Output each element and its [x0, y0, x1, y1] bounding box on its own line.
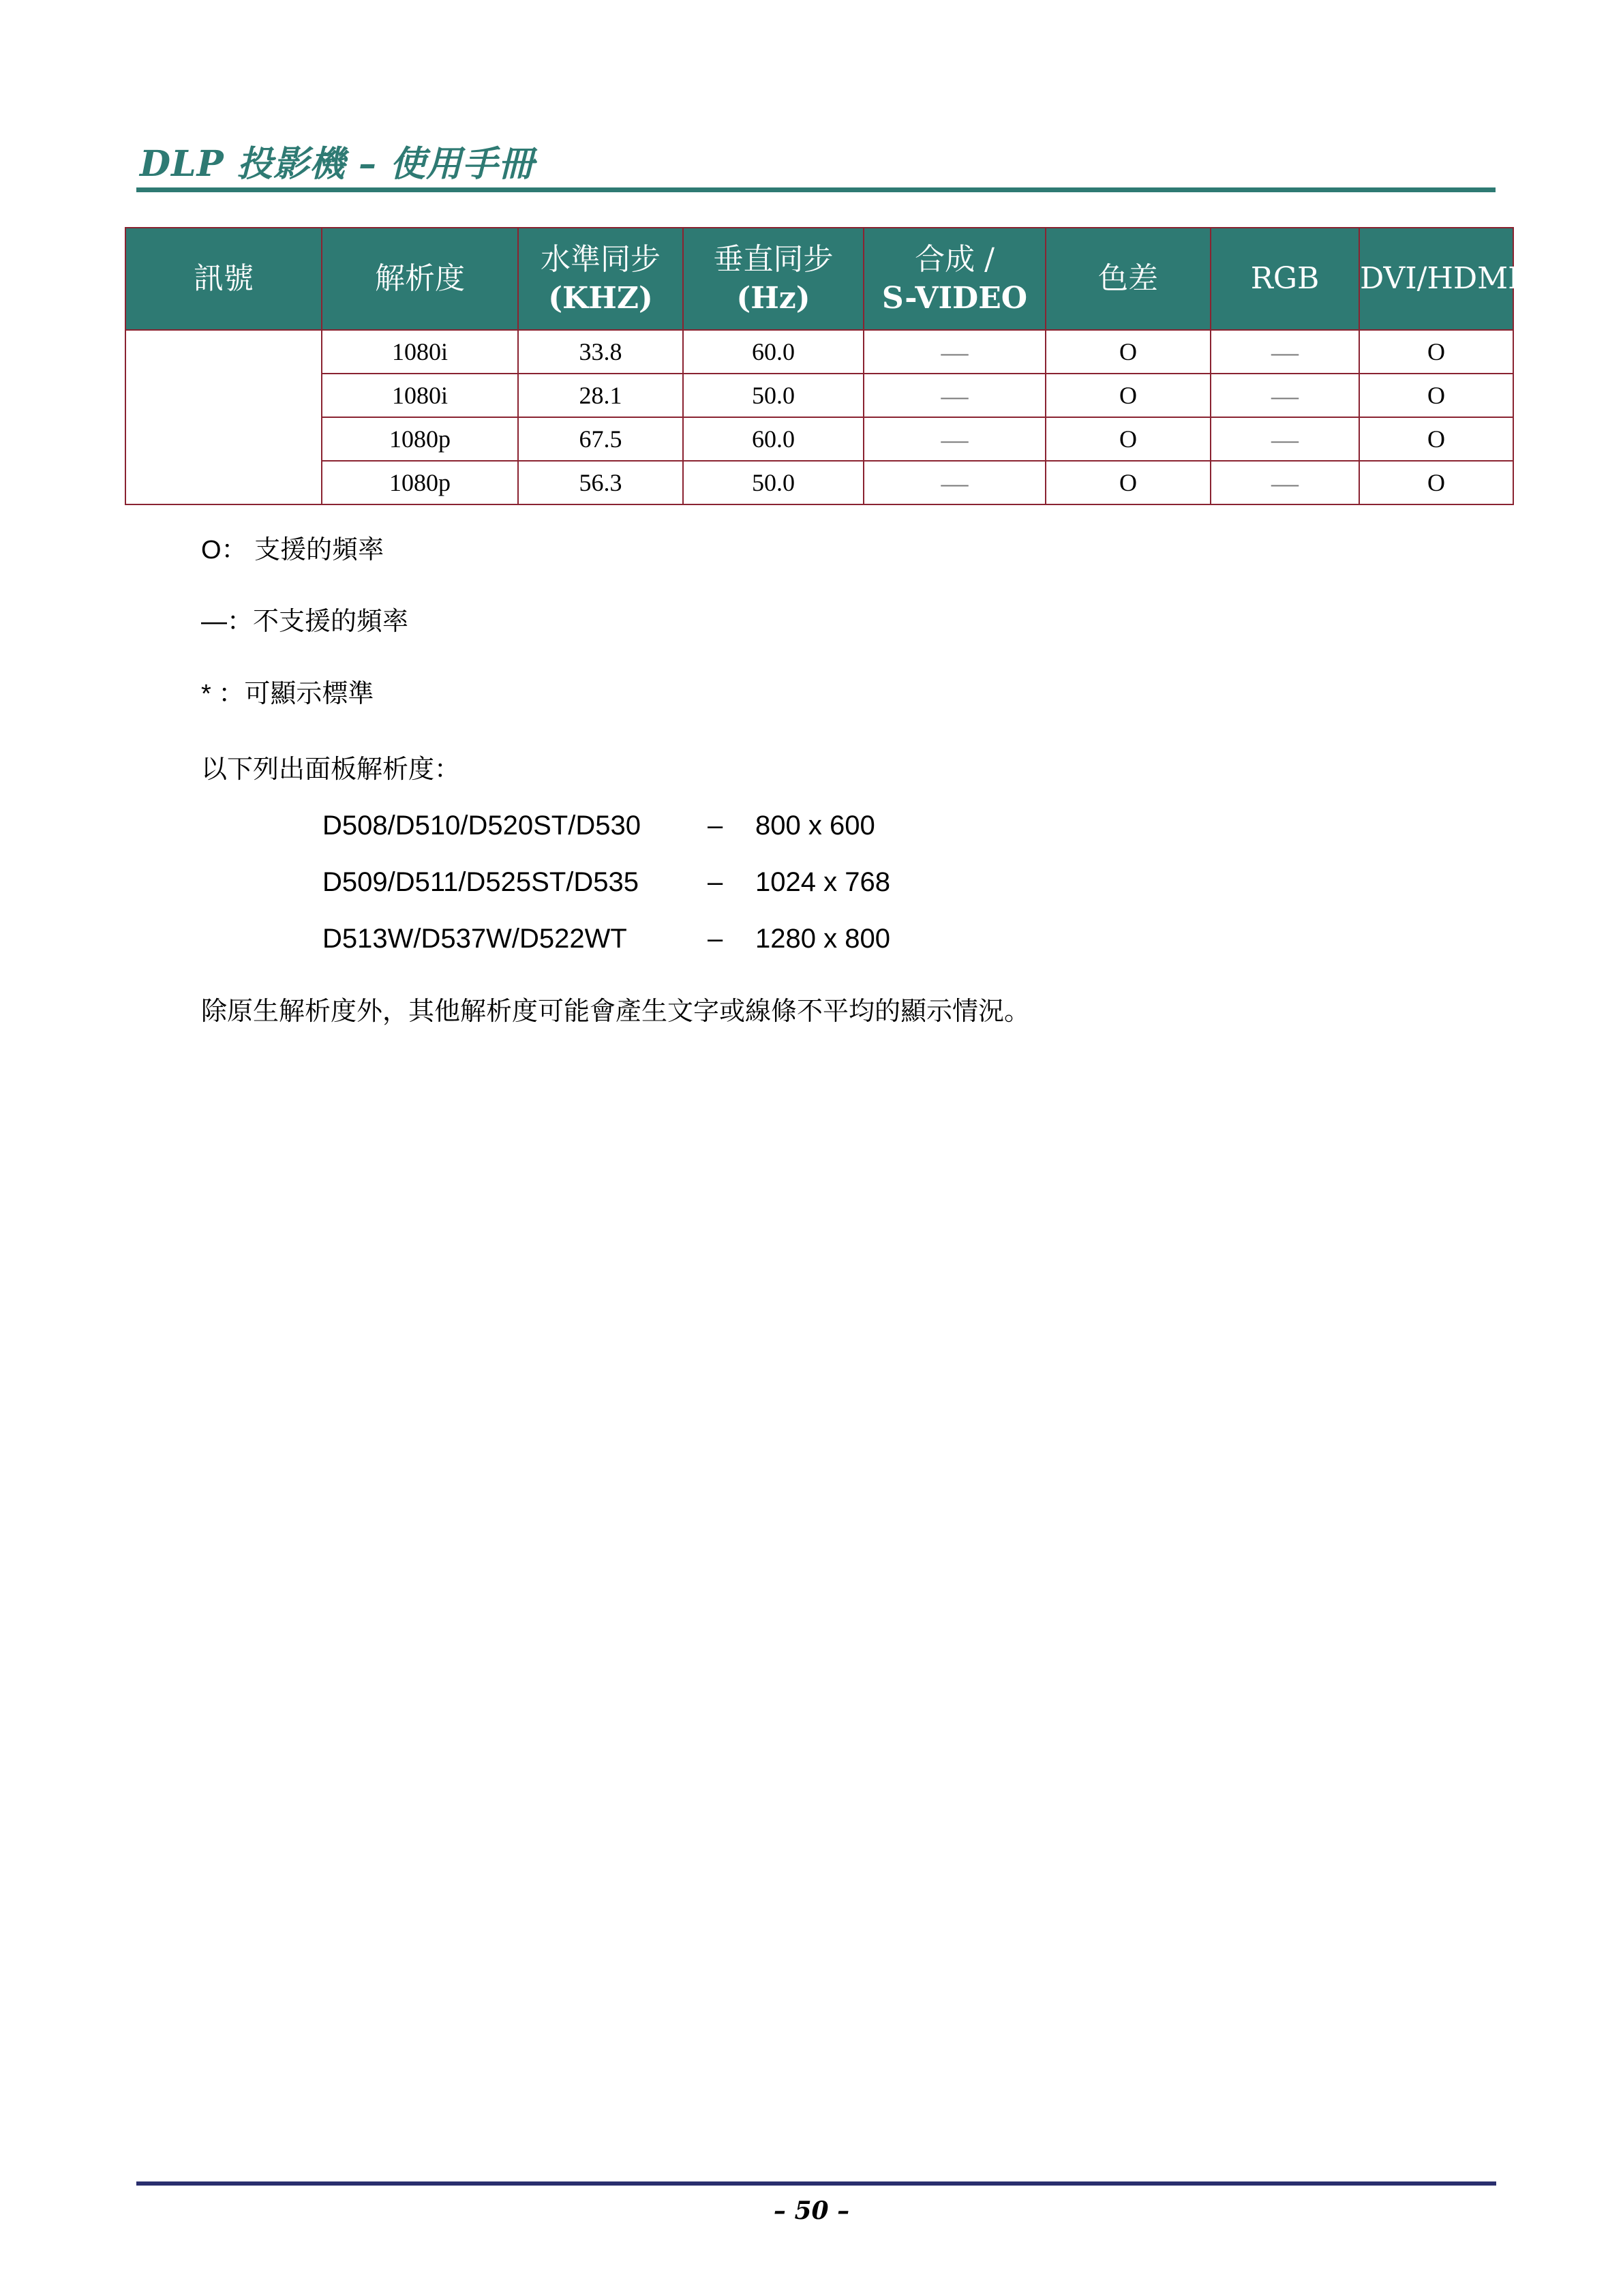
header-component: 色差	[1046, 228, 1211, 330]
cell-composite: —	[864, 374, 1046, 417]
cell-v-sync: 60.0	[683, 417, 864, 461]
cell-component: O	[1046, 330, 1211, 374]
cell-component: O	[1046, 374, 1211, 417]
cell-rgb: —	[1211, 374, 1359, 417]
legend-unsupported: —：不支援的頻率	[201, 607, 409, 636]
separator: –	[708, 924, 723, 954]
cell-composite: —	[864, 417, 1046, 461]
cell-v-sync: 60.0	[683, 330, 864, 374]
cell-resolution: 1080i	[322, 374, 518, 417]
cell-dvi-hdmi: O	[1359, 417, 1513, 461]
resolution-value: 800 x 600	[755, 811, 875, 841]
cell-resolution: 1080p	[322, 461, 518, 504]
header-dvi-hdmi: DVI/HDMI	[1359, 228, 1513, 330]
footer-divider	[136, 2181, 1496, 2186]
frequency-table	[125, 227, 1520, 505]
cell-h-sync: 28.1	[518, 374, 683, 417]
header-divider	[136, 187, 1496, 192]
model-list: D513W/D537W/D522WT	[322, 924, 627, 954]
cell-composite: —	[864, 461, 1046, 504]
header-h-sync	[518, 228, 683, 330]
separator: –	[708, 867, 723, 897]
cell-dvi-hdmi: O	[1359, 461, 1513, 504]
resolution-value: 1280 x 800	[755, 924, 890, 954]
cell-rgb: —	[1211, 330, 1359, 374]
legend-supported: O： 支援的頻率	[201, 536, 384, 564]
header-composite-label: 合成 /	[915, 241, 995, 277]
cell-component: O	[1046, 417, 1211, 461]
table-row	[125, 461, 1513, 504]
cell-h-sync: 67.5	[518, 417, 683, 461]
header-v-sync	[683, 228, 864, 330]
cell-component: O	[1046, 461, 1211, 504]
header-composite	[864, 228, 1046, 330]
panel-note: 除原生解析度外，其他解析度可能會產生文字或線條不平均的顯示情況。	[201, 997, 1031, 1026]
header-rgb: RGB	[1211, 228, 1359, 330]
cell-h-sync: 33.8	[518, 330, 683, 374]
cell-composite: —	[864, 330, 1046, 374]
legend-displayable: * ：可顯示標準	[201, 680, 374, 708]
page-number: – 50 –	[773, 2196, 850, 2225]
table-row	[125, 374, 1513, 417]
cell-v-sync: 50.0	[683, 461, 864, 504]
header-svideo-label: S-VIDEO	[881, 281, 1028, 316]
cell-resolution: 1080p	[322, 417, 518, 461]
signal-cell	[125, 330, 322, 504]
table-row	[125, 330, 1513, 374]
header-signal: 訊號	[125, 228, 322, 330]
table-row	[125, 417, 1513, 461]
header-h-sync-unit: (KHZ)	[548, 281, 653, 316]
cell-dvi-hdmi: O	[1359, 330, 1513, 374]
document-title: DLP 投影機 – 使用手冊	[140, 143, 535, 185]
resolution-value: 1024 x 768	[755, 867, 890, 897]
header-v-sync-unit: (Hz)	[736, 281, 810, 316]
header-h-sync-label: 水準同步	[541, 241, 661, 277]
cell-h-sync: 56.3	[518, 461, 683, 504]
header-v-sync-label: 垂直同步	[713, 241, 834, 277]
table-header-row	[125, 228, 1513, 330]
panel-intro: 以下列出面板解析度：	[201, 755, 461, 784]
cell-dvi-hdmi: O	[1359, 374, 1513, 417]
header-resolution: 解析度	[322, 228, 518, 330]
cell-rgb: —	[1211, 461, 1359, 504]
model-list: D509/D511/D525ST/D535	[322, 867, 639, 897]
cell-v-sync: 50.0	[683, 374, 864, 417]
separator: –	[708, 811, 723, 841]
cell-resolution: 1080i	[322, 330, 518, 374]
model-list: D508/D510/D520ST/D530	[322, 811, 641, 841]
cell-rgb: —	[1211, 417, 1359, 461]
